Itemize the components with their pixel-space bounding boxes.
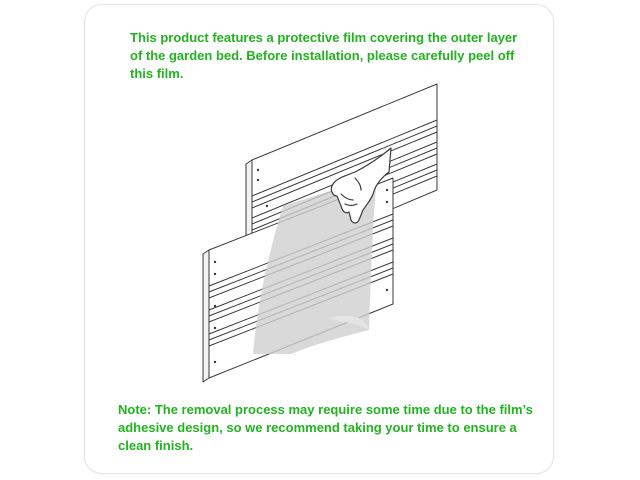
bottom-note-line-2: adhesive design, so we recommend taking your time to ensure a [118, 420, 517, 435]
top-note-line-2: of the garden bed. Before installation, please carefully peel off [130, 48, 515, 63]
top-note-line-3: this film. [130, 66, 184, 81]
bottom-instruction-note [118, 401, 538, 455]
bottom-note-line-1: Note: The removal process may require some time due to the film’s [118, 402, 533, 417]
top-note-line-1: This product features a protective film covering the outer layer [130, 30, 518, 45]
film-peeling-illustration [195, 78, 455, 388]
top-instruction-note [130, 29, 530, 83]
bottom-note-line-3: clean finish. [118, 438, 194, 453]
